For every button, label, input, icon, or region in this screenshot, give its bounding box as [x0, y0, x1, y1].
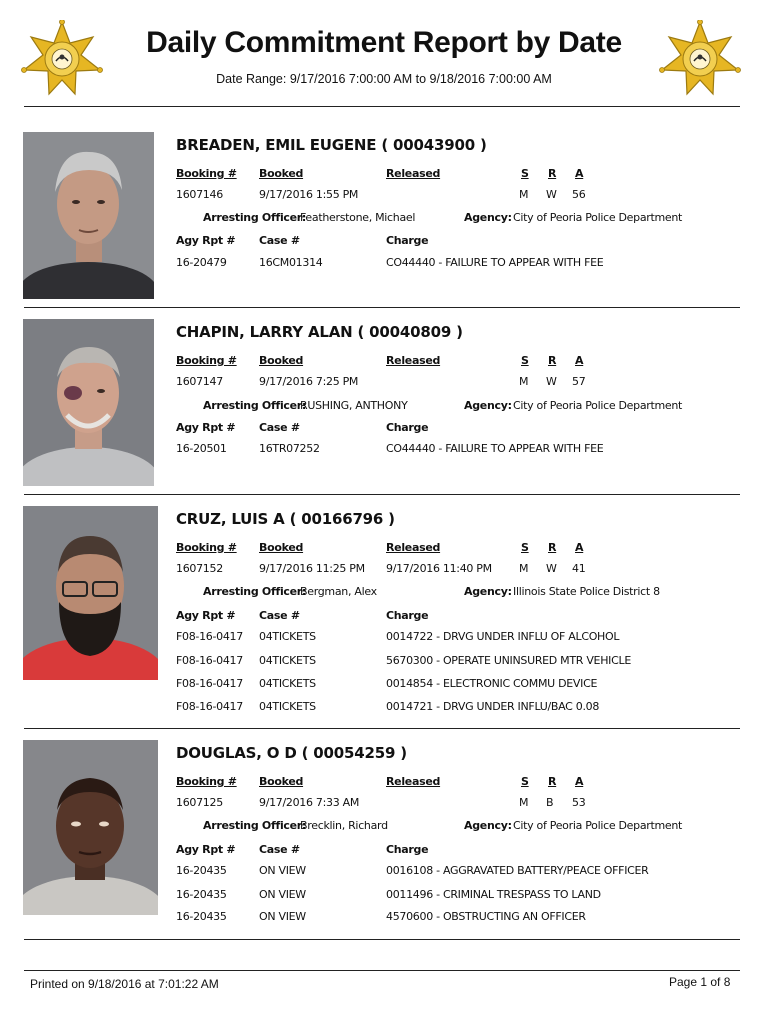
- booking-number-header: Booking #: [176, 167, 237, 180]
- inmate-record: [0, 506, 768, 726]
- case-header: Case #: [259, 421, 300, 434]
- charge-agy-rpt: 16-20435: [176, 864, 227, 877]
- agency-label: Agency:: [464, 819, 512, 832]
- charge-agy-rpt: F08-16-0417: [176, 654, 243, 667]
- report-title: Daily Commitment Report by Date: [146, 26, 622, 59]
- age-header: A: [575, 354, 584, 367]
- race-header: R: [548, 167, 557, 180]
- sex-header: S: [521, 354, 529, 367]
- charge-agy-rpt: F08-16-0417: [176, 630, 243, 643]
- record-divider: [24, 728, 740, 729]
- booking-number: 1607146: [176, 188, 223, 201]
- agency-label: Agency:: [464, 211, 512, 224]
- inmate-name: CRUZ, LUIS A ( 00166796 ): [176, 510, 395, 528]
- report-header: [0, 0, 768, 108]
- mugshot-photo: [23, 132, 154, 299]
- arresting-officer-value: RUSHING, ANTHONY: [300, 399, 408, 412]
- race-header: R: [548, 541, 557, 554]
- age-header: A: [575, 775, 584, 788]
- released-header: Released: [386, 167, 441, 180]
- charge-description: 0014722 - DRVG UNDER INFLU OF ALCOHOL: [386, 630, 620, 643]
- agency-value: City of Peoria Police Department: [513, 399, 683, 412]
- race-value: W: [546, 562, 557, 575]
- agy-rpt-header: Agy Rpt #: [176, 234, 236, 247]
- charge-description: CO44440 - FAILURE TO APPEAR WITH FEE: [386, 256, 604, 269]
- booked-datetime: 9/17/2016 11:25 PM: [259, 562, 365, 575]
- charge-description: 0011496 - CRIMINAL TRESPASS TO LAND: [386, 888, 601, 901]
- inmate-record: [0, 132, 768, 302]
- arresting-officer-value: Brecklin, Richard: [300, 819, 388, 832]
- sex-header: S: [521, 541, 529, 554]
- arresting-officer-label: Arresting Officer:: [203, 585, 307, 598]
- charge-description: CO44440 - FAILURE TO APPEAR WITH FEE: [386, 442, 604, 455]
- booking-number: 1607125: [176, 796, 223, 809]
- sheriff-star-badge-icon: [658, 20, 742, 96]
- charge-header: Charge: [386, 609, 429, 622]
- released-datetime: 9/17/2016 11:40 PM: [386, 562, 492, 575]
- date-range: Date Range: 9/17/2016 7:00:00 AM to 9/18/2016 7:00:00 AM: [216, 72, 552, 86]
- record-divider: [24, 307, 740, 308]
- sex-value: M: [519, 562, 529, 575]
- race-value: W: [546, 375, 557, 388]
- mugshot-photo: [23, 506, 154, 680]
- booking-number: 1607152: [176, 562, 223, 575]
- age-header: A: [575, 541, 584, 554]
- case-header: Case #: [259, 843, 300, 856]
- age-value: 57: [572, 375, 586, 388]
- charge-agy-rpt: 16-20435: [176, 910, 227, 923]
- charge-case-number: 04TICKETS: [259, 630, 316, 643]
- charge-case-number: 16CM01314: [259, 256, 323, 269]
- charge-case-number: ON VIEW: [259, 910, 306, 923]
- booked-datetime: 9/17/2016 7:25 PM: [259, 375, 359, 388]
- charge-description: 0016108 - AGGRAVATED BATTERY/PEACE OFFICER: [386, 864, 649, 877]
- booked-header: Booked: [259, 354, 304, 367]
- charge-case-number: 04TICKETS: [259, 677, 316, 690]
- booked-header: Booked: [259, 775, 304, 788]
- record-divider: [24, 494, 740, 495]
- record-divider: [24, 939, 740, 940]
- agency-label: Agency:: [464, 585, 512, 598]
- age-value: 56: [572, 188, 586, 201]
- age-value: 53: [572, 796, 586, 809]
- charge-header: Charge: [386, 843, 429, 856]
- inmate-name: CHAPIN, LARRY ALAN ( 00040809 ): [176, 323, 463, 341]
- case-header: Case #: [259, 609, 300, 622]
- race-header: R: [548, 354, 557, 367]
- inmate-name: BREADEN, EMIL EUGENE ( 00043900 ): [176, 136, 487, 154]
- charge-description: 0014721 - DRVG UNDER INFLU/BAC 0.08: [386, 700, 600, 713]
- race-header: R: [548, 775, 557, 788]
- agy-rpt-header: Agy Rpt #: [176, 421, 236, 434]
- sex-value: M: [519, 796, 529, 809]
- race-value: W: [546, 188, 557, 201]
- charge-description: 5670300 - OPERATE UNINSURED MTR VEHICLE: [386, 654, 631, 667]
- charge-case-number: 16TR07252: [259, 442, 320, 455]
- charge-agy-rpt: F08-16-0417: [176, 677, 243, 690]
- age-value: 41: [572, 562, 586, 575]
- charge-case-number: ON VIEW: [259, 864, 306, 877]
- charge-description: 0014854 - ELECTRONIC COMMU DEVICE: [386, 677, 598, 690]
- charge-agy-rpt: 16-20501: [176, 442, 227, 455]
- sex-value: M: [519, 375, 529, 388]
- race-value: B: [546, 796, 554, 809]
- released-header: Released: [386, 775, 441, 788]
- agency-value: City of Peoria Police Department: [513, 211, 683, 224]
- charge-agy-rpt: 16-20479: [176, 256, 227, 269]
- charge-header: Charge: [386, 234, 429, 247]
- mugshot-photo: [23, 740, 154, 915]
- booking-number-header: Booking #: [176, 541, 237, 554]
- sex-value: M: [519, 188, 529, 201]
- charge-case-number: ON VIEW: [259, 888, 306, 901]
- released-header: Released: [386, 541, 441, 554]
- agency-value: Illinois State Police District 8: [513, 585, 660, 598]
- booking-number: 1607147: [176, 375, 223, 388]
- footer-divider: [24, 970, 740, 971]
- inmate-name: DOUGLAS, O D ( 00054259 ): [176, 744, 407, 762]
- booking-number-header: Booking #: [176, 775, 237, 788]
- agy-rpt-header: Agy Rpt #: [176, 843, 236, 856]
- agy-rpt-header: Agy Rpt #: [176, 609, 236, 622]
- agency-label: Agency:: [464, 399, 512, 412]
- page-number: Page 1 of 8: [669, 975, 731, 989]
- charge-header: Charge: [386, 421, 429, 434]
- arresting-officer-label: Arresting Officer:: [203, 819, 307, 832]
- inmate-record: [0, 740, 768, 930]
- released-header: Released: [386, 354, 441, 367]
- printed-timestamp: Printed on 9/18/2016 at 7:01:22 AM: [30, 977, 219, 991]
- booked-datetime: 9/17/2016 1:55 PM: [259, 188, 359, 201]
- mugshot-photo: [23, 319, 154, 486]
- booked-datetime: 9/17/2016 7:33 AM: [259, 796, 360, 809]
- charge-agy-rpt: 16-20435: [176, 888, 227, 901]
- arresting-officer-value: Bergman, Alex: [300, 585, 377, 598]
- arresting-officer-label: Arresting Officer:: [203, 399, 307, 412]
- sex-header: S: [521, 167, 529, 180]
- charge-case-number: 04TICKETS: [259, 700, 316, 713]
- sex-header: S: [521, 775, 529, 788]
- charge-agy-rpt: F08-16-0417: [176, 700, 243, 713]
- charge-case-number: 04TICKETS: [259, 654, 316, 667]
- case-header: Case #: [259, 234, 300, 247]
- agency-value: City of Peoria Police Department: [513, 819, 683, 832]
- charge-description: 4570600 - OBSTRUCTING AN OFFICER: [386, 910, 586, 923]
- booked-header: Booked: [259, 541, 304, 554]
- arresting-officer-value: Featherstone, Michael: [300, 211, 416, 224]
- header-divider: [24, 106, 740, 107]
- booked-header: Booked: [259, 167, 304, 180]
- age-header: A: [575, 167, 584, 180]
- arresting-officer-label: Arresting Officer:: [203, 211, 307, 224]
- inmate-record: [0, 319, 768, 489]
- booking-number-header: Booking #: [176, 354, 237, 367]
